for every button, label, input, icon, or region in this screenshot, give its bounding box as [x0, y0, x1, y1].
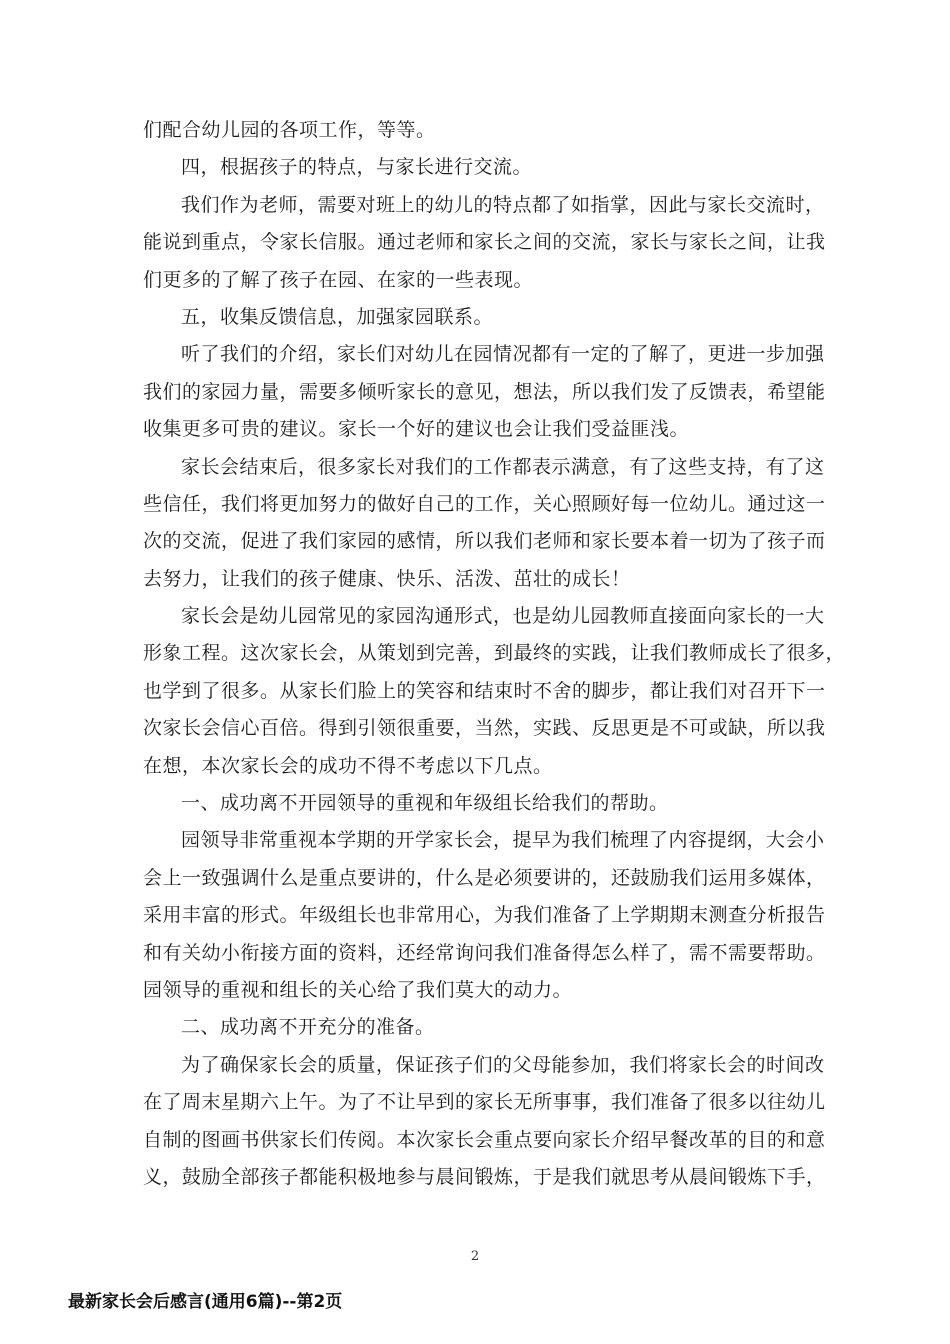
section-heading: 四，根据孩子的特点，与家长进行交流。: [181, 156, 533, 179]
paragraph-line: 家长会是幼儿园常见的家园沟通形式，也是幼儿园教师直接面向家长的一大: [181, 605, 825, 628]
paragraph-line: 们更多的了解了孩子在园、在家的一些表现。: [143, 268, 534, 291]
paragraph-line: 为了确保家长会的质量，保证孩子们的父母能参加，我们将家长会的时间改: [181, 1053, 825, 1076]
section-heading: 二、成功离不开充分的准备。: [181, 1016, 435, 1039]
paragraph-line: 也学到了很多。从家长们脸上的笑容和结束时不舍的脚步，都让我们对召开下一: [143, 679, 826, 702]
paragraph-line: 在了周末星期六上午。为了不让早到的家长无所事事，我们准备了很多以往幼儿: [143, 1091, 826, 1114]
footer-document-title: 最新家长会后感言(通用6篇)--第2页: [68, 1292, 343, 1312]
paragraph-line: 能说到重点，令家长信服。通过老师和家长之间的交流，家长与家长之间，让我: [143, 231, 826, 254]
section-heading: 一、成功离不开园领导的重视和年级组长给我们的帮助。: [181, 792, 669, 815]
paragraph-line: 家长会结束后，很多家长对我们的工作都表示满意，有了这些支持，有了这: [181, 455, 825, 478]
paragraph-line: 会上一致强调什么是重点要讲的，什么是必须要讲的，还鼓励我们运用多媒体，: [143, 866, 826, 889]
paragraph-line: 次家长会信心百倍。得到引领很重要，当然，实践、反思更是不可或缺，所以我: [143, 717, 826, 740]
section-heading: 五，收集反馈信息，加强家园联系。: [181, 305, 494, 328]
paragraph-line: 采用丰富的形式。年级组长也非常用心，为我们准备了上学期期末测查分析报告: [143, 904, 826, 927]
paragraph-line: 园领导非常重视本学期的开学家长会，提早为我们梳理了内容提纲，大会小: [181, 829, 825, 852]
paragraph-line: 去努力，让我们的孩子健康、快乐、活泼、茁壮的成长！: [143, 567, 631, 590]
paragraph-line: 义，鼓励全部孩子都能积极地参与晨间锻炼，于是我们就思考从晨间锻炼下手，: [143, 1165, 826, 1188]
paragraph-line: 我们作为老师，需要对班上的幼儿的特点都了如指掌，因此与家长交流时，: [181, 193, 825, 216]
paragraph-line: 我们的家园力量，需要多倾听家长的意见，想法，所以我们发了反馈表，希望能: [143, 380, 826, 403]
paragraph-line: 自制的图画书供家长们传阅。本次家长会重点要向家长介绍早餐改革的目的和意: [143, 1128, 826, 1151]
paragraph-line: 园领导的重视和组长的关心给了我们莫大的动力。: [143, 978, 573, 1001]
document-body: [143, 112, 846, 1196]
paragraph-line: 收集更多可贵的建议。家长一个好的建议也会让我们受益匪浅。: [143, 418, 690, 441]
paragraph-line: 形象工程。这次家长会，从策划到完善，到最终的实践，让我们教师成长了很多，: [143, 642, 846, 665]
paragraph-line: 们配合幼儿园的各项工作，等等。: [143, 119, 436, 141]
paragraph-line: 些信任，我们将更加努力的做好自己的工作，关心照顾好每一位幼儿。通过这一: [143, 492, 826, 515]
paragraph-line: 在想，本次家长会的成功不得不考虑以下几点。: [143, 754, 553, 777]
page-number: 2: [470, 1249, 480, 1264]
paragraph-line: 和有关幼小衔接方面的资料，还经常询问我们准备得怎么样了，需不需要帮助。: [143, 941, 826, 964]
paragraph-line: 听了我们的介绍，家长们对幼儿在园情况都有一定的了解了，更进一步加强: [181, 343, 825, 366]
paragraph-line: 次的交流，促进了我们家园的感情，所以我们老师和家长要本着一切为了孩子而: [143, 530, 826, 553]
